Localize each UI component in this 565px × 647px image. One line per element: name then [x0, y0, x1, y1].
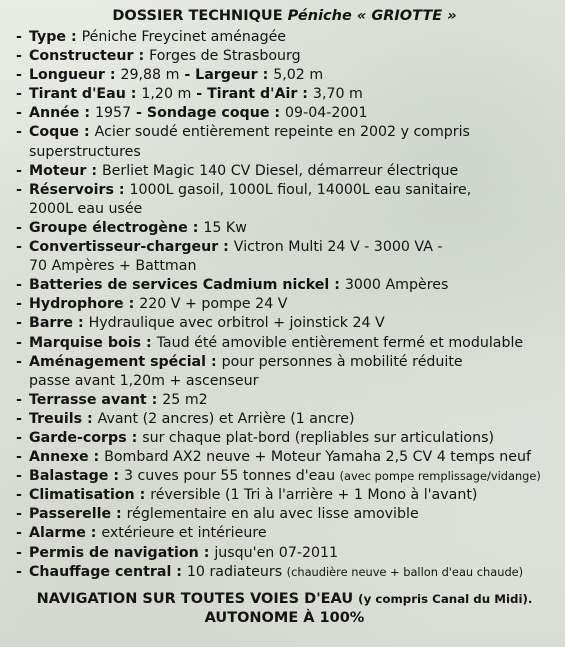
spec-key: Hydrophore [29, 296, 124, 313]
spec-value: 1957 [95, 105, 132, 122]
spec-value: Taud été amovible entièrement fermé et modulable [156, 334, 524, 351]
spec-value: sur chaque plat-bord (repliables sur articulations) [142, 429, 494, 446]
spec-key: Réservoirs [29, 181, 114, 198]
spec-item [16, 123, 553, 161]
spec-key: Tirant d'Eau [29, 86, 126, 103]
spec-separator: : [111, 506, 127, 523]
spec-key: Groupe électrogène [29, 219, 188, 236]
spec-separator: : [218, 239, 234, 256]
spec-key: Année [29, 105, 80, 122]
spec-item [16, 391, 553, 410]
spec-item [16, 66, 553, 85]
spec-item [16, 238, 553, 276]
spec-separator: : [146, 391, 163, 408]
spec-value-continued: superstructures [29, 143, 141, 160]
spec-separator: : [297, 86, 313, 103]
spec-list [16, 28, 553, 582]
title-type: Péniche [287, 8, 352, 24]
spec-key: Alarme [29, 525, 86, 542]
spec-item [16, 314, 553, 333]
page-title [16, 6, 553, 26]
spec-separator: : [187, 219, 204, 236]
spec-key: Largeur [195, 67, 258, 84]
spec-value: 3,70 m [312, 86, 363, 103]
spec-item [16, 429, 553, 448]
spec-key: Moteur [29, 162, 87, 179]
spec-value: 15 Kw [203, 219, 247, 236]
spec-item [16, 47, 553, 66]
spec-value: 1000L gasoil, 1000L fioul, 14000L eau sanitaire, [129, 181, 472, 198]
spec-separator: : [113, 181, 130, 198]
spec-key: Terrasse avant [29, 391, 147, 408]
footer-line-1 [16, 590, 553, 609]
spec-separator: : [79, 105, 95, 122]
spec-value: Victron Multi 24 V - 3000 VA - [233, 239, 443, 256]
spec-item [16, 28, 553, 47]
spec-item [16, 104, 553, 123]
spec-note: (chaudière neuve + ballon d'eau chaude) [286, 564, 524, 579]
spec-item [16, 334, 553, 353]
spec-separator: : [85, 525, 102, 542]
spec-key: Permis de navigation [29, 544, 199, 561]
spec-separator: : [104, 67, 121, 84]
spec-item [16, 505, 553, 524]
spec-item [16, 162, 553, 181]
spec-key: Constructeur [29, 48, 134, 65]
spec-separator: : [88, 449, 105, 466]
spec-key: Balastage [29, 468, 109, 485]
spec-key: Treuils [29, 410, 83, 427]
title-name: « GRIOTTE » [356, 8, 457, 24]
spec-separator: - [191, 86, 208, 103]
spec-separator: : [126, 429, 143, 446]
spec-separator: : [125, 86, 142, 103]
spec-key: Barre [29, 315, 74, 332]
spec-separator: : [198, 544, 215, 561]
spec-separator: : [66, 29, 82, 45]
spec-item [16, 353, 553, 391]
spec-value: 3000 Ampères [344, 277, 449, 294]
spec-value: 25 m2 [162, 391, 208, 408]
spec-key: Tirant d'Air [207, 86, 298, 103]
footer-navigation: NAVIGATION SUR TOUTES VOIES D'EAU [36, 590, 354, 607]
spec-item [16, 410, 553, 429]
spec-separator: : [82, 410, 98, 427]
spec-value: 5,02 m [273, 67, 324, 84]
spec-value: pour personnes à mobilité réduite [221, 353, 463, 370]
spec-separator: : [141, 334, 157, 351]
spec-separator: : [257, 67, 274, 84]
spec-separator: : [86, 162, 102, 179]
spec-key: Longueur [29, 67, 105, 84]
spec-item [16, 524, 553, 543]
spec-value: Avant (2 ancres) et Arrière (1 ancre) [97, 410, 355, 427]
spec-key: Climatisation [29, 487, 135, 504]
spec-value: Hydraulique avec orbitrol + joinstick 24 V [88, 315, 385, 332]
spec-item [16, 219, 553, 238]
spec-separator: - [131, 105, 147, 122]
spec-item [16, 181, 553, 219]
spec-item [16, 467, 553, 486]
spec-value: 29,88 m [120, 67, 180, 84]
spec-value-continued: passe avant 1,20m + ascenseur [29, 372, 259, 389]
spec-separator: : [73, 315, 89, 332]
footer-navigation-note: (y compris Canal du Midi). [358, 591, 533, 606]
spec-item [16, 85, 553, 104]
spec-key: Passerelle [29, 506, 112, 523]
spec-key: Marquise bois [29, 334, 142, 351]
spec-value: Péniche Freycinet aménagée [81, 29, 287, 45]
spec-value: 09-04-2001 [285, 105, 368, 122]
spec-value: réglementaire en alu avec lisse amovible [126, 506, 419, 523]
spec-item [16, 486, 553, 505]
spec-key: Sondage coque [146, 105, 270, 122]
spec-key: Chauffage central [29, 563, 172, 580]
spec-separator: : [329, 277, 345, 294]
spec-note: (avec pompe remplissage/vidange) [339, 469, 541, 484]
spec-separator: - [179, 67, 196, 84]
spec-value: Berliet Magic 140 CV Diesel, démarreur électrique [101, 162, 459, 179]
spec-value-continued: 2000L eau usée [29, 200, 143, 217]
spec-key: Garde-corps [29, 429, 127, 446]
spec-separator: : [171, 563, 187, 580]
spec-key: Coque [29, 124, 80, 141]
spec-item [16, 295, 553, 314]
footer-autonomy: AUTONOME À 100% [204, 609, 365, 626]
spec-value: Forges de Strasbourg [149, 48, 301, 65]
spec-item [16, 276, 553, 295]
spec-item [16, 544, 553, 563]
spec-item [16, 563, 553, 582]
spec-key: Batteries de services Cadmium nickel [29, 277, 330, 294]
spec-value: extérieure et intérieure [101, 525, 267, 542]
footer [16, 590, 553, 628]
spec-separator: : [79, 124, 95, 141]
spec-item [16, 448, 553, 467]
spec-key: Type [29, 29, 67, 45]
spec-value: jusqu'en 07-2011 [214, 544, 339, 561]
spec-value: 3 cuves pour 55 tonnes d'eau [123, 468, 336, 485]
spec-separator: : [134, 487, 151, 504]
spec-separator: : [108, 468, 124, 485]
spec-separator: : [206, 353, 222, 370]
spec-separator: : [123, 296, 140, 313]
spec-separator: : [133, 48, 150, 65]
spec-value: Bombard AX2 neuve + Moteur Yamaha 2,5 CV 4 temps neuf [104, 449, 531, 466]
spec-value: 10 radiateurs [186, 563, 283, 580]
spec-key: Convertisseur-chargeur [29, 239, 219, 256]
spec-value: 1,20 m [141, 86, 192, 103]
spec-value-continued: 70 Ampères + Battman [29, 258, 197, 275]
title-label: DOSSIER TECHNIQUE [112, 8, 283, 24]
spec-key: Aménagement spécial [29, 353, 206, 370]
spec-value: Acier soudé entièrement repeinte en 2002 y compris [94, 124, 470, 141]
spec-separator: : [269, 105, 286, 122]
spec-value: réversible (1 Tri à l'arrière + 1 Mono à l'avant) [150, 487, 478, 504]
spec-value: 220 V + pompe 24 V [139, 296, 288, 313]
spec-key: Annexe [29, 449, 89, 466]
